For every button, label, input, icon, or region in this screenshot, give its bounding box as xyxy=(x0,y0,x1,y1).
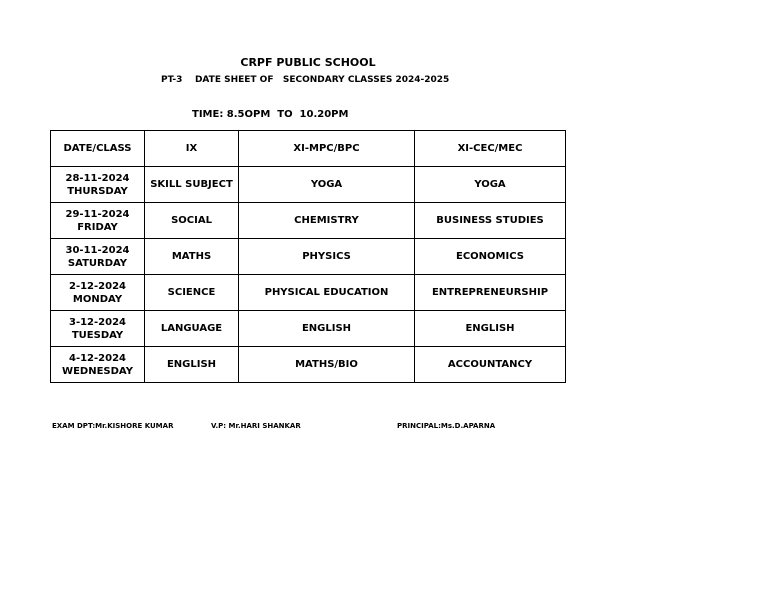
date-text: 28-11-2024 xyxy=(65,172,130,184)
header-xi-mpc-bpc: XI-MPC/BPC xyxy=(239,131,415,167)
day-text: FRIDAY xyxy=(77,221,118,233)
date-text: 4-12-2024 xyxy=(68,352,126,364)
cec-subject-cell: BUSINESS STUDIES xyxy=(415,203,566,239)
day-text: THURSDAY xyxy=(67,185,128,197)
header-xi-cec-mec: XI-CEC/MEC xyxy=(415,131,566,167)
date-sheet-table xyxy=(50,130,566,383)
table-row xyxy=(51,311,566,347)
header-date-class: DATE/CLASS xyxy=(51,131,145,167)
date-cell xyxy=(51,203,145,239)
ix-subject-cell: SCIENCE xyxy=(145,275,239,311)
date-text: 29-11-2024 xyxy=(65,208,130,220)
exam-time: TIME: 8.5OPM TO 10.20PM xyxy=(192,109,349,120)
ix-subject-cell: SOCIAL xyxy=(145,203,239,239)
ix-subject-cell: ENGLISH xyxy=(145,347,239,383)
cec-subject-cell: ECONOMICS xyxy=(415,239,566,275)
mpc-subject-cell: MATHS/BIO xyxy=(239,347,415,383)
date-cell xyxy=(51,311,145,347)
table-header-row xyxy=(51,131,566,167)
table-row xyxy=(51,275,566,311)
date-sheet-subtitle: PT-3 DATE SHEET OF SECONDARY CLASSES 2024-2025 xyxy=(161,75,450,85)
date-cell xyxy=(51,239,145,275)
ix-subject-cell: SKILL SUBJECT xyxy=(145,167,239,203)
day-text: SATURDAY xyxy=(67,257,128,269)
school-name: CRPF PUBLIC SCHOOL xyxy=(240,56,376,69)
date-cell xyxy=(51,275,145,311)
mpc-subject-cell: PHYSICS xyxy=(239,239,415,275)
ix-subject-cell: MATHS xyxy=(145,239,239,275)
cec-subject-cell: ACCOUNTANCY xyxy=(415,347,566,383)
mpc-subject-cell: YOGA xyxy=(239,167,415,203)
principal-signature: PRINCIPAL:Ms.D.APARNA xyxy=(397,422,496,430)
ix-subject-cell: LANGUAGE xyxy=(145,311,239,347)
date-text: 2-12-2024 xyxy=(68,280,126,292)
day-text: MONDAY xyxy=(72,293,123,305)
table-row xyxy=(51,347,566,383)
table-row xyxy=(51,203,566,239)
date-cell xyxy=(51,347,145,383)
mpc-subject-cell: PHYSICAL EDUCATION xyxy=(239,275,415,311)
date-text: 3-12-2024 xyxy=(68,316,126,328)
table-row xyxy=(51,239,566,275)
cec-subject-cell: ENGLISH xyxy=(415,311,566,347)
mpc-subject-cell: ENGLISH xyxy=(239,311,415,347)
date-text: 30-11-2024 xyxy=(65,244,130,256)
vp-signature: V.P: Mr.HARI SHANKAR xyxy=(211,422,301,430)
cec-subject-cell: YOGA xyxy=(415,167,566,203)
day-text: WEDNESDAY xyxy=(62,365,133,377)
exam-dept-signature: EXAM DPT:Mr.KISHORE KUMAR xyxy=(52,422,174,430)
date-cell xyxy=(51,167,145,203)
day-text: TUESDAY xyxy=(71,329,124,341)
table-row xyxy=(51,167,566,203)
cec-subject-cell: ENTREPRENEURSHIP xyxy=(415,275,566,311)
mpc-subject-cell: CHEMISTRY xyxy=(239,203,415,239)
header-ix: IX xyxy=(145,131,239,167)
